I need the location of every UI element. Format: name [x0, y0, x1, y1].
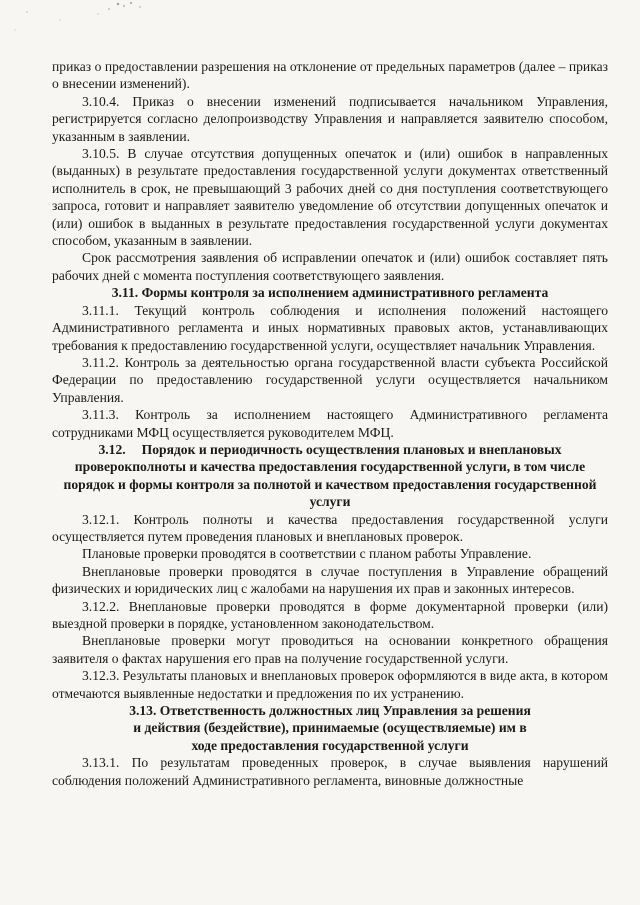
- paragraph: Срок рассмотрения заявления об исправлении опечаток и (или) ошибок составляет пять рабочих дней с момента поступления соответствующего заявления.: [52, 250, 608, 283]
- paragraph: 3.11.3. Контроль за исполнением настоящего Административного регламента сотрудниками МФЦ осуществляется руководителем МФЦ.: [52, 407, 608, 440]
- paragraph: 3.10.4. Приказ о внесении изменений подписывается начальником Управления, регистрируется согласно делопроизводству Управления и направляется заявителю способом, указанным в заявлении.: [52, 93, 608, 144]
- paragraph: 3.12.3. Результаты плановых и внеплановых проверок оформляются в виде акта, в котором отмечаются выявленные недостатки и предложения по их устранению.: [52, 668, 608, 701]
- paragraph: 3.12.1. Контроль полноты и качества предоставления государственной услуги осуществляется путем проведения плановых и внеплановых проверок.: [52, 511, 608, 544]
- paragraph: 3.13.1. По результатам проведенных проверок, в случае выявления нарушений соблюдения положений Административного регламента, виновные должностные: [52, 755, 608, 788]
- heading-line: и действия (бездействие), принимаемые (осуществляемые) им в: [133, 720, 527, 736]
- paragraph: 3.10.5. В случае отсутствия допущенных опечаток и (или) ошибок в направленных (выданных) в результате предоставления государственной услуги документах ответственный исполнитель в срок, не превышающий 3 рабочих дней со дня поступления соответствующего запроса, готовит и направляет заявителю уведомление об отсутствии допущенных опечаток и (или) ошибок в выданных в результате предоставления государственной услуги документах способом, указанным в заявлении.: [52, 146, 608, 249]
- scan-noise-mark: [0, 0, 200, 50]
- paragraph: Внеплановые проверки могут проводиться на основании конкретного обращения заявителя о фактах нарушения его прав на получение государственной услуги.: [52, 633, 608, 666]
- paragraph: 3.11.1. Текущий контроль соблюдения и исполнения положений настоящего Административного регламента и иных нормативных правовых актов, устанавливающих требования к предоставлению государственной услуги, осуществляет начальник Управления.: [52, 302, 608, 353]
- paragraph: 3.12.2. Внеплановые проверки проводятся в форме документарной проверки (или) выездной проверки в порядке, установленном законодательством.: [52, 598, 608, 631]
- document-page: [52, 58, 608, 789]
- paragraph: 3.11.2. Контроль за деятельностью органа государственной власти субъекта Российской Федерации по предоставлению государственной услуги осуществляется начальником Управления.: [52, 354, 608, 405]
- paragraph: приказ о предоставлении разрешения на отклонение от предельных параметров (далее – приказ о внесении изменений).: [52, 59, 608, 92]
- paragraph: Внеплановые проверки проводятся в случае поступления в Управление обращений физических и юридических лиц с жалобами на нарушения их прав и законных интересов.: [52, 563, 608, 597]
- section-heading-3-13: [52, 702, 608, 754]
- section-heading-3-11: 3.11. Формы контроля за исполнением административного регламента: [111, 285, 549, 301]
- section-number: 3.12.: [98, 441, 126, 457]
- paragraph: Плановые проверки проводятся в соответствии с планом работы Управление.: [82, 546, 532, 562]
- heading-line: 3.13. Ответственность должностных лиц Управления за решения: [129, 703, 531, 719]
- section-heading-text: Порядок и периодичность осуществления плановых и внеплановых проверокполноты и качества предоставления государственной услуги, в том числе порядок и формы контроля за полнотой и качеством предоставления государственной услуги: [63, 441, 597, 510]
- heading-line: ходе предоставления государственной услуги: [191, 737, 469, 753]
- section-heading-3-12: [52, 441, 608, 511]
